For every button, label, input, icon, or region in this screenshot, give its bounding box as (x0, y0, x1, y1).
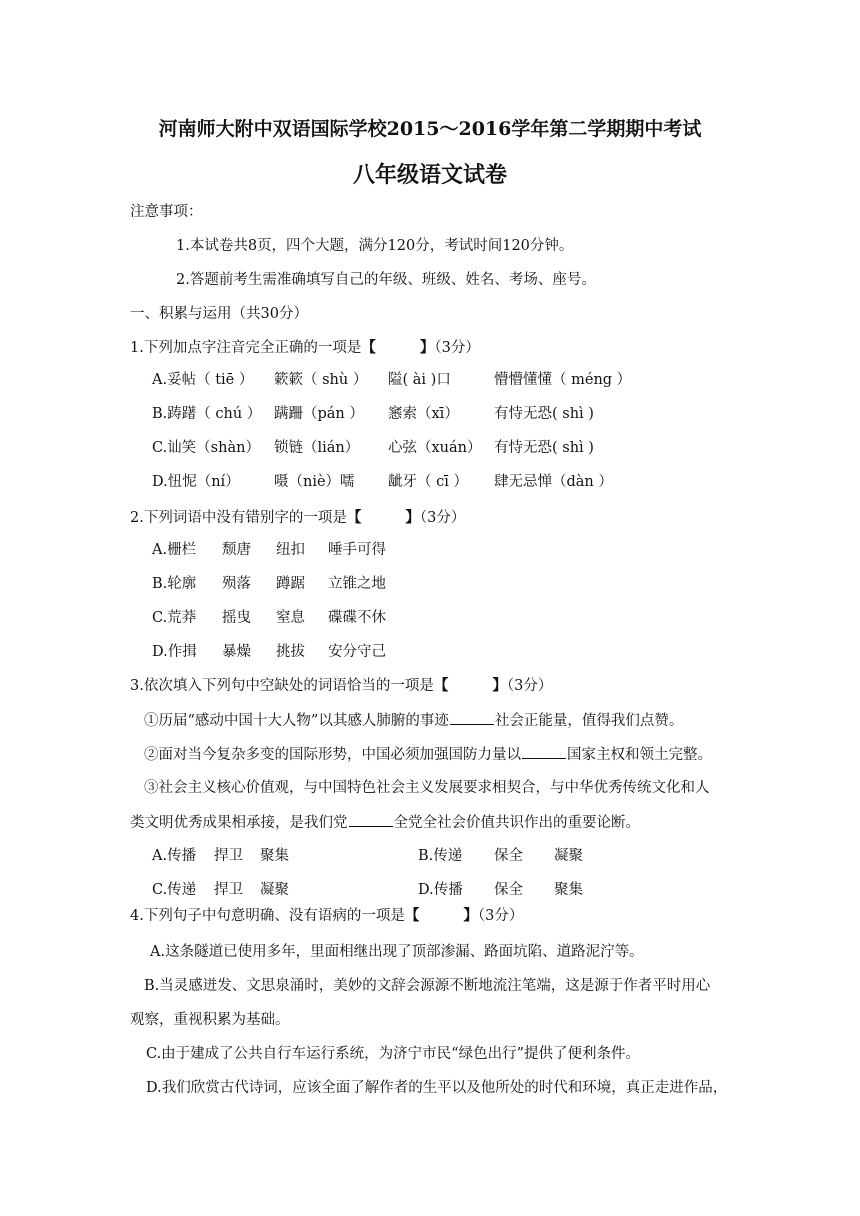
q4-option-b-line-1: B.当灵感迸发、文思泉涌时，美妙的文辞会源源不断地流注笔端，这是源于作者平时用心 (144, 978, 711, 994)
q3-sentence-3-line-2 (130, 812, 640, 833)
q3-option-a-2: 捍卫 (214, 848, 243, 864)
q3-option-c-2: 捍卫 (214, 882, 243, 898)
q3-option-a-3: 聚集 (260, 848, 289, 864)
question-2-text: 2.下列词语中没有错别字的一项是 (130, 510, 347, 526)
q4-option-a: A.这条隧道已使用多年，里面相继出现了顶部渗漏、路面坑陷、道路泥泞等。 (150, 944, 644, 960)
q2-option-a-2: 颓唐 (222, 542, 251, 558)
q1-option-b-2: 蹒跚（pán ） (274, 406, 364, 422)
q2-option-c-4: 碟碟不休 (328, 610, 386, 626)
q3-sentence-1-post: 社会正能量，值得我们点赞。 (494, 713, 684, 729)
q3-sentence-2-pre: ②面对当今复杂多变的国际形势，中国必须加强国防力量以 (144, 747, 521, 763)
fill-blank-3[interactable] (349, 812, 393, 827)
q1-option-d-1: D.忸怩（ní） (152, 474, 240, 490)
notice-item-2: 2.答题前考生需准确填写自己的年级、班级、姓名、考场、座号。 (176, 272, 596, 288)
q1-option-a-3: 隘( ài )口 (388, 372, 451, 388)
q3-option-d-1: D.传播 (418, 882, 463, 898)
q3-option-b-1: B.传递 (418, 848, 463, 864)
q1-option-b-4: 有恃无恐( shì ) (494, 406, 594, 422)
q3-option-c-3: 凝聚 (260, 882, 289, 898)
q3-option-d-3: 聚集 (554, 882, 583, 898)
q3-sentence-2-post: 国家主权和领土完整。 (567, 747, 712, 763)
question-4-stem (130, 906, 523, 926)
section-1-heading: 一、积累与运用（共30分） (130, 306, 308, 322)
q3-option-a-1: A.传播 (152, 848, 197, 864)
q1-option-a-2: 簌簌（ shù ） (274, 372, 368, 388)
answer-bracket-open: 【 (361, 339, 376, 356)
q1-option-d-4: 肆无忌惮（dàn ） (494, 474, 613, 490)
answer-bracket-close: 】 (419, 339, 435, 356)
answer-bracket-close: 】 (463, 907, 478, 924)
q3-option-d-2: 保全 (494, 882, 523, 898)
q2-option-c-3: 窒息 (276, 610, 305, 626)
exam-subtitle: 八年级语文试卷 (352, 162, 507, 188)
q1-option-c-1: C.讪笑（shàn） (152, 440, 260, 456)
q1-option-b-1: B.踌躇（ chú ） (152, 406, 262, 422)
answer-bracket-close: 】 (492, 677, 507, 694)
question-3-text: 3.依次填入下列句中空缺处的词语恰当的一项是 (130, 678, 434, 694)
q1-option-a-4: 懵懵懂懂（ méng ） (494, 372, 632, 388)
q2-option-b-2: 殒落 (222, 576, 251, 592)
q2-option-d-2: 暴燥 (222, 644, 251, 660)
q2-option-d-1: D.作揖 (152, 644, 197, 660)
q2-option-d-4: 安分守己 (328, 644, 386, 660)
question-4-score: （3分） (477, 908, 524, 924)
q4-option-c: C.由于建成了公共自行车运行系统，为济宁市民“绿色出行”提供了便利条件。 (146, 1046, 641, 1062)
q1-option-b-3: 窸索（xī） (388, 406, 459, 422)
answer-bracket-open: 【 (346, 509, 362, 526)
answer-bracket-open: 【 (433, 677, 449, 694)
question-2-score: （3分） (419, 510, 466, 526)
answer-bracket-close: 】 (405, 509, 420, 526)
question-3-stem (130, 676, 552, 696)
q2-option-d-3: 挑拔 (276, 644, 305, 660)
q2-option-a-4: 唾手可得 (328, 542, 386, 558)
notice-heading: 注意事项： (130, 204, 203, 220)
fill-blank-1[interactable] (450, 710, 494, 725)
question-1-stem (130, 338, 480, 358)
q3-option-b-2: 保全 (494, 848, 523, 864)
q1-option-c-4: 有恃无恐( shì ) (494, 440, 594, 456)
question-4-text: 4.下列句子中句意明确、没有语病的一项是 (130, 908, 405, 924)
q3-option-b-3: 凝聚 (554, 848, 583, 864)
q4-option-b-line-2: 观察，重视积累为基础。 (130, 1012, 290, 1028)
q2-option-c-2: 摇曳 (222, 610, 251, 626)
q2-option-b-4: 立锥之地 (328, 576, 386, 592)
exam-title: 河南师大附中双语国际学校2015～2016学年第二学期期中考试 (158, 118, 702, 140)
question-1-score: （3分） (434, 340, 480, 356)
q2-option-a-1: A.栅栏 (152, 542, 197, 558)
q3-sentence-2 (144, 744, 712, 765)
q1-option-d-2: 嗫（niè）嚅 (274, 474, 355, 490)
question-2-stem (130, 508, 465, 528)
q2-option-b-3: 蹲踞 (276, 576, 305, 592)
question-3-score: （3分） (506, 678, 553, 694)
q2-option-b-1: B.轮廓 (152, 576, 197, 592)
q3-option-c-1: C.传递 (152, 882, 197, 898)
q3-sentence-3-pre: 类文明优秀成果相承接，是我们党 (130, 815, 348, 831)
q3-sentence-3-line-1: ③社会主义核心价值观，与中国特色社会主义发展要求相契合，与中华优秀传统文化和人 (144, 780, 710, 796)
q1-option-c-3: 心弦（xuán） (388, 440, 482, 456)
q3-sentence-1 (144, 710, 683, 731)
question-1-text: 1.下列加点字注音完全正确的一项是 (130, 340, 362, 356)
notice-item-1: 1.本试卷共8页，四个大题，满分120分，考试时间120分钟。 (176, 238, 574, 254)
q4-option-d: D.我们欣赏古代诗词，应该全面了解作者的生平以及他所处的时代和环境，真正走进作品， (146, 1080, 728, 1096)
q2-option-a-3: 纽扣 (276, 542, 305, 558)
q3-sentence-3-post: 全党全社会价值共识作出的重要论断。 (393, 815, 640, 831)
q3-sentence-1-pre: ①历届“感动中国十大人物”以其感人肺腑的事迹 (144, 713, 449, 729)
q1-option-d-3: 龇牙（ cī ） (388, 474, 468, 490)
q1-option-a-1: A.妥帖（ tiē ） (152, 372, 254, 388)
fill-blank-2[interactable] (522, 744, 566, 759)
q2-option-c-1: C.荒莽 (152, 610, 197, 626)
q1-option-c-2: 锁链（lián） (274, 440, 360, 456)
answer-bracket-open: 【 (404, 907, 420, 924)
